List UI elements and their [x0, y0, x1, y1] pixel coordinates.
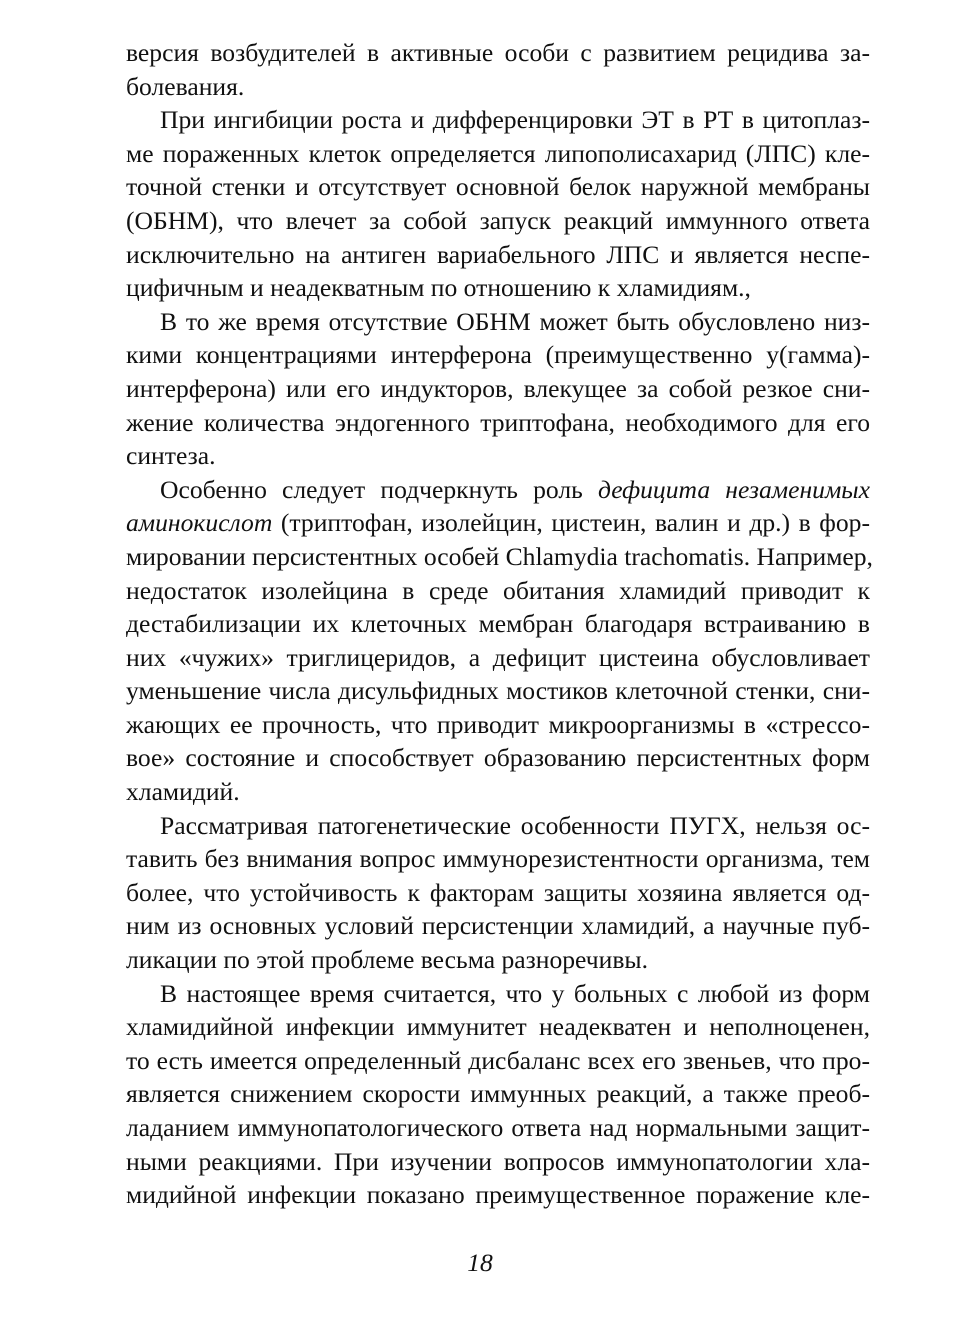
text-run: хламидий.: [126, 777, 240, 807]
text-run: более, что устойчивость к факторам защиты хозяина является од-: [126, 877, 870, 907]
text-run: При ингибиции роста и дифференцировки ЭТ в РТ в цитоплаз-: [160, 105, 870, 135]
text-run: дестабилизации их клеточных мембран благодаря встраиванию в: [126, 609, 870, 639]
text-run: Особенно следует подчеркнуть роль: [160, 474, 598, 504]
paragraph: [92, 977, 870, 1212]
text-line: [92, 238, 870, 272]
text-line: [92, 876, 870, 910]
italic-term: дефицита незаменимых: [597, 474, 870, 504]
text-line: [92, 506, 870, 540]
text-run: ликации по этой проблеме весьма разноречивы.: [126, 945, 649, 975]
text-line: [92, 641, 870, 675]
text-run: болевания.: [126, 71, 245, 101]
text-run: жение количества эндогенного триптофана, необходимого для его: [126, 407, 870, 437]
text-line: [92, 842, 870, 876]
text-line: [92, 70, 870, 104]
text-run: кими концентрациями интерферона (преимущественно у(гамма)-: [126, 340, 870, 370]
page-body: [92, 36, 873, 1212]
text-line: [92, 170, 870, 204]
text-line: [92, 338, 870, 372]
text-line: [92, 1145, 870, 1179]
text-line: [92, 1077, 870, 1111]
text-line: [92, 674, 870, 708]
text-run: ными реакциями. При изучении вопросов иммунопатологии хла-: [126, 1146, 870, 1176]
text-line: [92, 741, 870, 775]
text-line: [92, 372, 870, 406]
text-run: версия возбудителей в активные особи с развитием рецидива за-: [126, 38, 870, 67]
text-run: является снижением скорости иммунных реакций, а также преоб-: [126, 1079, 870, 1109]
text-line: [92, 204, 870, 238]
text-line: [92, 103, 870, 137]
text-run: точной стенки и отсутствует основной белок наружной мембраны: [126, 172, 870, 202]
text-run: цифичным и неадекватным по отношению к хламидиям.,: [126, 273, 751, 303]
text-run: ме пораженных клеток определяется липополисахарид (ЛПС) кле-: [126, 138, 870, 168]
text-run: то есть имеется определенный дисбаланс всех его звеньев, что про-: [126, 1045, 870, 1075]
text-run: В настоящее время считается, что у больных с любой из форм: [160, 978, 870, 1008]
text-line: [92, 406, 870, 440]
text-run: жающих ее прочность, что приводит микроорганизмы в «стрессо-: [126, 709, 870, 739]
text-line: [92, 271, 870, 305]
text-run: вое» состояние и способствует образованию персистентных форм: [126, 743, 870, 773]
text-line: [92, 607, 870, 641]
text-line: [92, 909, 870, 943]
text-run: недостаток изолейцина в среде обитания хламидий приводит к: [126, 575, 870, 605]
paragraph: [92, 305, 870, 473]
text-line: [92, 574, 870, 608]
page-number: 18: [467, 1248, 493, 1277]
text-line: [92, 708, 870, 742]
text-line: [92, 137, 870, 171]
text-line: [92, 540, 873, 574]
text-run: (ОБНМ), что влечет за собой запуск реакций иммунного ответа: [126, 205, 870, 235]
text-line: [92, 1010, 870, 1044]
text-line: [92, 36, 870, 70]
text-line: [92, 977, 870, 1011]
paragraph: [92, 103, 870, 305]
paragraph: [92, 809, 870, 977]
text-line: [92, 1111, 870, 1145]
text-run: ним из основных условий персистенции хламидий, а научные пуб-: [126, 911, 870, 941]
text-line: [92, 775, 870, 809]
text-line: [92, 809, 870, 843]
text-run: Рассматривая патогенетические особенности ПУГХ, нельзя ос-: [160, 810, 870, 840]
text-line: [92, 473, 870, 507]
italic-term: аминокислот: [126, 508, 273, 538]
text-run: уменьшение числа дисульфидных мостиков клеточной стенки, сни-: [126, 676, 870, 706]
paragraph: [92, 473, 873, 809]
text-line: [92, 439, 870, 473]
text-line: [92, 943, 870, 977]
text-line: [92, 1044, 870, 1078]
text-run: мировании персистентных особей Chlamydia trachomatis. Например,: [126, 541, 873, 571]
text-run: (триптофан, изолейцин, цистеин, валин и др.) в фор-: [272, 508, 870, 538]
text-run: них «чужих» триглицеридов, а дефицит цистеина обусловливает: [126, 642, 870, 672]
text-run: ладанием иммунопатологического ответа над нормальными защит-: [126, 1113, 870, 1142]
text-run: тавить без внимания вопрос иммунорезистентности организма, тем: [126, 844, 870, 874]
text-line: [92, 1178, 870, 1212]
text-line: [92, 305, 870, 339]
text-run: синтеза.: [126, 441, 216, 471]
text-run: В то же время отсутствие ОБНМ может быть обусловлено низ-: [160, 306, 870, 336]
text-run: исключительно на антиген вариабельного ЛПС и является неспе-: [126, 239, 870, 269]
text-run: интерферона) или его индукторов, влекущее за собой резкое сни-: [126, 373, 870, 403]
paragraph: [92, 36, 870, 103]
text-run: хламидийной инфекции иммунитет неадекватен и неполноценен,: [126, 1012, 870, 1042]
text-run: мидийной инфекции показано преимущественное поражение кле-: [126, 1180, 870, 1210]
